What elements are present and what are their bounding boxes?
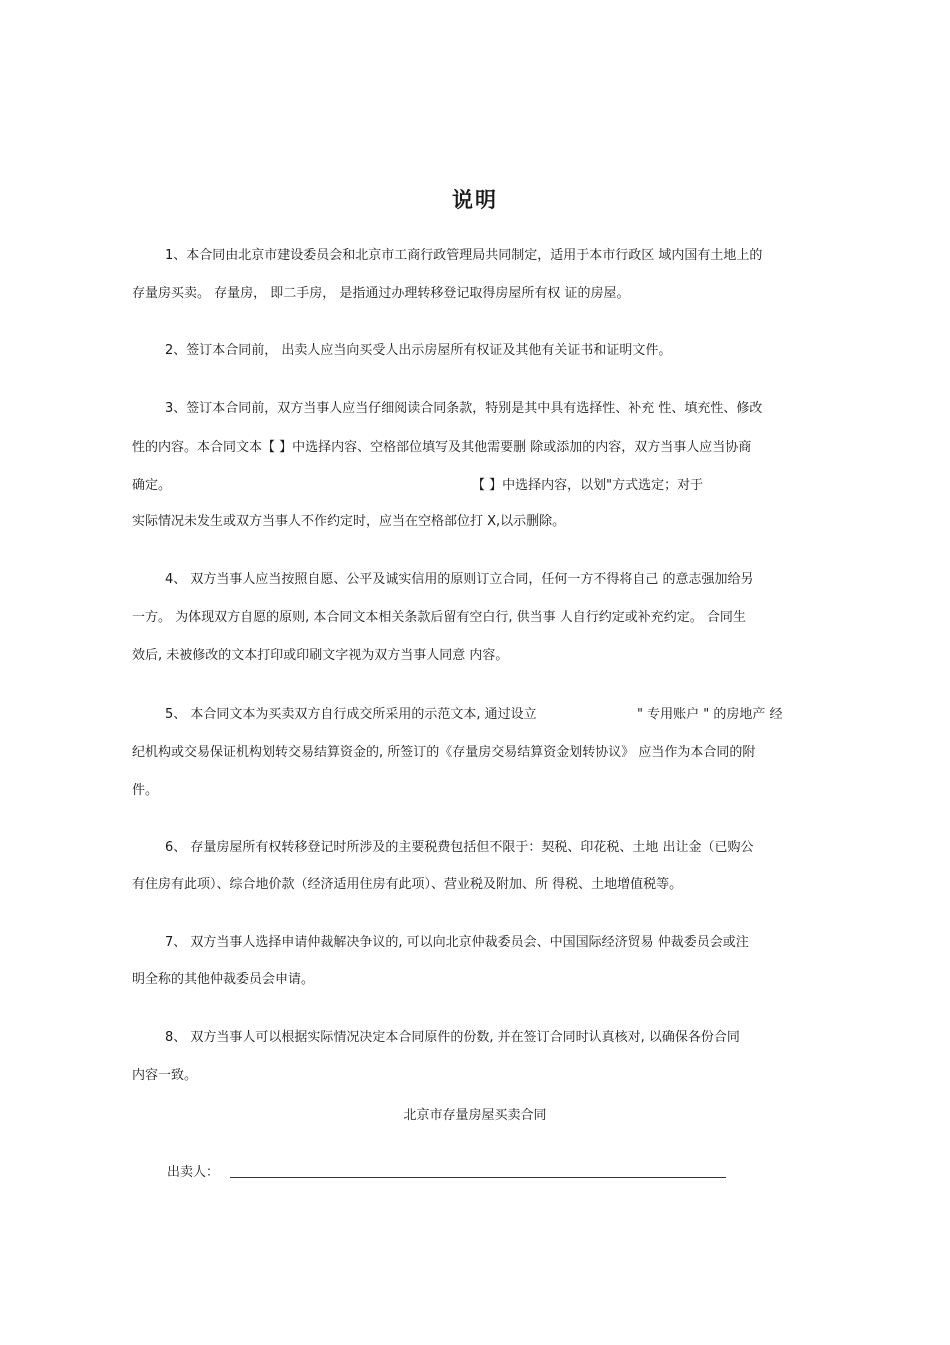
paragraph-5-line-1a: 5、 本合同文本为买卖双方自行成交所采用的示范文本, 通过设立 bbox=[165, 707, 537, 722]
paragraph-6-line-1: 6、 存量房屋所有权转移登记时所涉及的主要税费包括但不限于：契税、印花税、土地 出让金（已购公 bbox=[165, 840, 754, 855]
paragraph-7-line-2: 明全称的其他仲裁委员会申请。 bbox=[132, 972, 315, 987]
paragraph-3-line-1: 3、签订本合同前，双方当事人应当仔细阅读合同条款，特别是其中具有选择性、补充 性、填充性、修改 bbox=[165, 401, 763, 416]
paragraph-4-line-1: 4、 双方当事人应当按照自愿、公平及诚实信用的原则订立合同，任何一方不得将自己 的意志强加给另 bbox=[165, 572, 754, 587]
paragraph-5-line-2: 纪机构或交易保证机构划转交易结算资金的, 所签订的《存量房交易结算资金划转协议》 应当作为本合同的附 bbox=[132, 745, 756, 760]
paragraph-3-line-4: 实际情况未发生或双方当事人不作约定时，应当在空格部位打 X,以示删除。 bbox=[132, 514, 566, 529]
paragraph-8-line-1: 8、 双方当事人可以根据实际情况决定本合同原件的份数, 并在签订合同时认真核对, 以确保各份合同 bbox=[165, 1030, 740, 1045]
contract-title: 北京市存量房屋买卖合同 bbox=[403, 1108, 547, 1123]
page-title: 说明 bbox=[452, 188, 498, 212]
paragraph-5-line-3: 件。 bbox=[132, 783, 159, 798]
paragraph-4-line-2: 一方。 为体现双方自愿的原则, 本合同文本相关条款后留有空白行, 供当事 人自行约定或补充约定。 合同生 bbox=[132, 610, 746, 625]
paragraph-2-line-1: 2、签订本合同前， 出卖人应当向买受人出示房屋所有权证及其他有关证书和证明文件。 bbox=[165, 343, 672, 358]
paragraph-4-line-3: 效后, 未被修改的文本打印或印刷文字视为双方当事人同意 内容。 bbox=[132, 648, 509, 663]
paragraph-7-line-1: 7、 双方当事人选择申请仲裁解决争议的, 可以向北京仲裁委员会、中国国际经济贸易 仲裁委员会或注 bbox=[165, 935, 749, 950]
paragraph-6-line-2: 有住房有此项）、综合地价款（经济适用住房有此项）、营业税及附加、所 得税、土地增值税等。 bbox=[132, 877, 683, 892]
paragraph-1-line-1: 1、本合同由北京市建设委员会和北京市工商行政管理局共同制定，适用于本市行政区 域内国有土地上的 bbox=[165, 248, 763, 263]
paragraph-3-line-3b: 【 】中选择内容，以划"方式选定；对于 bbox=[472, 478, 704, 493]
seller-label: 出卖人： bbox=[167, 1165, 220, 1180]
paragraph-3-line-3a: 确定。 bbox=[132, 478, 172, 493]
seller-fill-line bbox=[230, 1177, 726, 1178]
paragraph-1-line-2: 存量房买卖。 存量房， 即二手房， 是指通过办理转移登记取得房屋所有权 证的房屋。 bbox=[132, 286, 630, 301]
paragraph-8-line-2: 内容一致。 bbox=[132, 1068, 198, 1083]
paragraph-5-line-1b: " 专用账户 " 的房地产 经 bbox=[637, 707, 783, 722]
paragraph-3-line-2: 性的内容。本合同文本【 】中选择内容、空格部位填写及其他需要删 除或添加的内容，双方当事人应当协商 bbox=[132, 440, 752, 455]
